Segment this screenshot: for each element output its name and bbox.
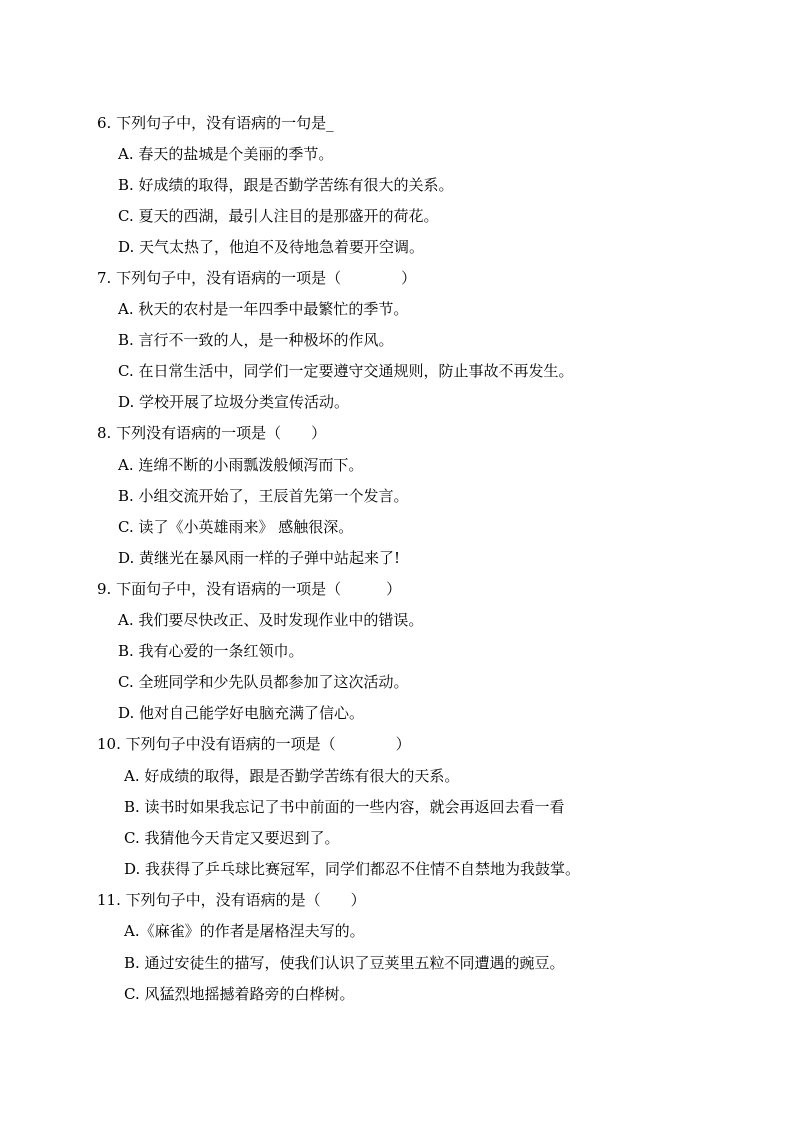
question-10-option-b: B. 读书时如果我忘记了书中前面的一些内容，就会再返回去看一看 xyxy=(124,798,565,816)
question-11-stem: 11. 下列句子中，没有语病的是（ ） xyxy=(97,891,366,909)
question-7-option-d: D. 学校开展了垃圾分类宣传活动。 xyxy=(118,393,350,411)
question-7-option-a: A. 秋天的农村是一年四季中最繁忙的季节。 xyxy=(118,300,409,318)
question-8-stem: 8. 下列没有语病的一项是（ ） xyxy=(97,424,327,442)
question-8-option-c: C. 读了《小英雄雨来》 感触很深。 xyxy=(118,518,354,536)
question-11-option-a: A.《麻雀》的作者是屠格涅夫写的。 xyxy=(124,922,365,940)
question-10-option-c: C. 我猜他今天肯定又要迟到了。 xyxy=(124,829,340,847)
question-11-option-b: B. 通过安徒生的描写，使我们认识了豆荚里五粒不同遭遇的豌豆。 xyxy=(124,954,565,972)
question-10-option-a: A. 好成绩的取得，跟是否勤学苦练有很大的天系。 xyxy=(124,767,460,785)
question-9-option-c: C. 全班同学和少先队员都参加了这次活动。 xyxy=(118,673,409,691)
question-10-stem: 10. 下列句子中没有语病的一项是（ ） xyxy=(97,735,411,753)
question-7-option-b: B. 言行不一致的人，是一种极坏的作风。 xyxy=(118,331,394,349)
question-8-option-d: D. 黄继光在暴风雨一样的子弹中站起来了! xyxy=(118,549,401,567)
question-10-option-d: D. 我获得了乒乓球比赛冠军，同学们都忍不住情不自禁地为我鼓掌。 xyxy=(124,860,581,878)
question-6-option-b: B. 好成绩的取得，跟是否勤学苦练有很大的关系。 xyxy=(118,176,454,194)
question-6-option-c: C. 夏天的西湖，最引人注目的是那盛开的荷花。 xyxy=(118,207,439,225)
question-7-option-c: C. 在日常生活中，同学们一定要遵守交通规则，防止事故不再发生。 xyxy=(118,362,574,380)
question-7-stem: 7. 下列句子中，没有语病的一项是（ ） xyxy=(97,269,417,287)
question-6-option-a: A. 春天的盐城是个美丽的季节。 xyxy=(118,145,334,163)
question-9-option-b: B. 我有心爱的一条红领巾。 xyxy=(118,642,304,660)
question-9-option-a: A. 我们要尽快改正、及时发现作业中的错误。 xyxy=(118,611,424,629)
question-9-stem: 9. 下面句子中，没有语病的一项是（ ） xyxy=(97,580,402,598)
question-6-stem: 6. 下列句子中，没有语病的一句是_ xyxy=(97,114,334,132)
question-9-option-d: D. 他对自己能学好电脑充满了信心。 xyxy=(118,704,365,722)
question-6-option-d: D. 天气太热了，他迫不及待地急着要开空调。 xyxy=(118,238,425,256)
question-8-option-b: B. 小组交流开始了，王辰首先第一个发言。 xyxy=(118,487,409,505)
question-8-option-a: A. 连绵不断的小雨瓢泼般倾泻而下。 xyxy=(118,456,364,474)
question-11-option-c: C. 风猛烈地摇撼着路旁的白桦树。 xyxy=(124,985,355,1003)
